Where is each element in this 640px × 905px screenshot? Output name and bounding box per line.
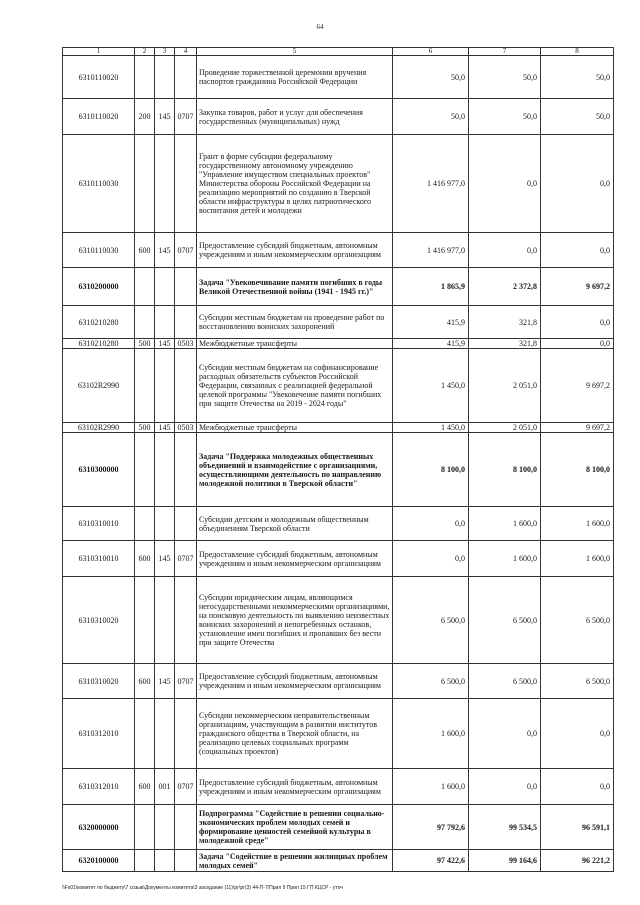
value-2023-cell: 9 697,2 (541, 268, 614, 306)
header-cell: 3 (155, 48, 175, 56)
value-2021-cell: 1 450,0 (393, 349, 469, 423)
code-cell: 6310310010 (63, 507, 135, 541)
type-cell: 600 (135, 233, 155, 268)
code-cell: 6310310020 (63, 577, 135, 664)
header-cell: 1 (63, 48, 135, 56)
value-2021-cell: 415,9 (393, 306, 469, 339)
type-cell (135, 507, 155, 541)
section-cell (175, 433, 197, 507)
value-2022-cell: 6 500,0 (469, 577, 541, 664)
code-cell: 6310210280 (63, 339, 135, 349)
table-row (63, 769, 614, 805)
value-2022-cell: 6 500,0 (469, 664, 541, 699)
section-cell (175, 507, 197, 541)
table-row (63, 99, 614, 135)
code-cell: 6310110030 (63, 233, 135, 268)
value-2022-cell: 2 051,0 (469, 423, 541, 433)
code-cell: 63102R2990 (63, 349, 135, 423)
value-2023-cell: 96 221,2 (541, 850, 614, 872)
description-cell: Закупка товаров, работ и услуг для обеспечения государственных (муниципальных) нужд (197, 99, 393, 135)
section-cell (175, 349, 197, 423)
value-2022-cell: 50,0 (469, 99, 541, 135)
value-2022-cell: 0,0 (469, 135, 541, 233)
code-cell: 6310300000 (63, 433, 135, 507)
description-cell: Межбюджетные трансферты (197, 339, 393, 349)
value-2023-cell: 0,0 (541, 233, 614, 268)
budget-table (62, 47, 614, 872)
header-cell: 5 (197, 48, 393, 56)
code-cell: 6320100000 (63, 850, 135, 872)
value-2023-cell: 9 697,2 (541, 423, 614, 433)
section-cell (175, 135, 197, 233)
value-2021-cell: 1 600,0 (393, 769, 469, 805)
section-cell: 0707 (175, 664, 197, 699)
value-2022-cell: 0,0 (469, 233, 541, 268)
ministry-cell (155, 56, 175, 99)
section-cell: 0707 (175, 233, 197, 268)
value-2022-cell: 2 372,8 (469, 268, 541, 306)
code-cell: 63102R2990 (63, 423, 135, 433)
value-2023-cell: 6 500,0 (541, 664, 614, 699)
file-path-footer: \\Fs01\комитет по бюджету\7 созыв\Документы комитета\3 заседание (11)\рг\рг(3) 44-П-7\Прил 9 Прил 15 ГП КЦСР - уточ (62, 885, 343, 891)
value-2021-cell: 1 600,0 (393, 699, 469, 769)
type-cell: 600 (135, 664, 155, 699)
page-number: 64 (316, 23, 324, 31)
ministry-cell (155, 349, 175, 423)
section-cell (175, 699, 197, 769)
header-cell: 2 (135, 48, 155, 56)
value-2021-cell: 50,0 (393, 99, 469, 135)
code-cell: 6310310020 (63, 664, 135, 699)
table-row (63, 423, 614, 433)
ministry-cell: 145 (155, 233, 175, 268)
value-2021-cell: 97 422,6 (393, 850, 469, 872)
value-2022-cell: 1 600,0 (469, 541, 541, 577)
type-cell (135, 349, 155, 423)
section-cell (175, 850, 197, 872)
ministry-cell: 145 (155, 423, 175, 433)
section-cell: 0707 (175, 541, 197, 577)
value-2023-cell: 0,0 (541, 769, 614, 805)
description-cell: Субсидии юридическим лицам, являющимся негосударственными некоммерческими организациями, на поисковую деятельность по выявлению неизвестных воинских захоронений и непогребенных останков, установление имен погибших и пропавших без вести при защите Отечества (197, 577, 393, 664)
type-cell: 600 (135, 541, 155, 577)
type-cell (135, 850, 155, 872)
section-cell (175, 805, 197, 850)
value-2023-cell: 0,0 (541, 306, 614, 339)
type-cell (135, 577, 155, 664)
value-2021-cell: 1 865,9 (393, 268, 469, 306)
type-cell: 500 (135, 339, 155, 349)
section-cell: 0707 (175, 99, 197, 135)
description-cell: Задача "Содействие в решении жилищных проблем молодых семей" (197, 850, 393, 872)
ministry-cell (155, 135, 175, 233)
ministry-cell: 145 (155, 664, 175, 699)
table-row (63, 699, 614, 769)
value-2023-cell: 1 600,0 (541, 541, 614, 577)
table-row (63, 433, 614, 507)
table-row (63, 233, 614, 268)
value-2021-cell: 415,9 (393, 339, 469, 349)
section-cell: 0503 (175, 423, 197, 433)
value-2022-cell: 8 100,0 (469, 433, 541, 507)
description-cell: Грант в форме субсидии федеральному государственному автономному учреждению "Управление имуществом специальных проектов" Министерства обороны Российской Федерации на реализацию мероприятий по созданию в Тверской области инфраструктуры в целях патриотического воспитания детей и молодежи (197, 135, 393, 233)
value-2021-cell: 1 416 977,0 (393, 135, 469, 233)
description-cell: Задача "Увековечивание памяти погибших в годы Великой Отечественной войны (1941 - 1945 гг.)" (197, 268, 393, 306)
header-cell: 4 (175, 48, 197, 56)
value-2021-cell: 1 416 977,0 (393, 233, 469, 268)
table-row (63, 664, 614, 699)
value-2021-cell: 1 450,0 (393, 423, 469, 433)
type-cell (135, 135, 155, 233)
section-cell (175, 268, 197, 306)
value-2023-cell: 9 697,2 (541, 349, 614, 423)
value-2022-cell: 99 164,6 (469, 850, 541, 872)
value-2022-cell: 0,0 (469, 699, 541, 769)
code-cell: 6310312010 (63, 699, 135, 769)
description-cell: Предоставление субсидий бюджетным, автономным учреждениям и иным некоммерческим организациям (197, 664, 393, 699)
type-cell (135, 56, 155, 99)
table-row (63, 541, 614, 577)
description-cell: Субсидии некоммерческим неправительственным организациям, участвующим в развитии институтов гражданского общества в Тверской области, на реализацию целевых социальных программ (социальных проектов) (197, 699, 393, 769)
table-row (63, 349, 614, 423)
table-row (63, 339, 614, 349)
value-2021-cell: 0,0 (393, 507, 469, 541)
value-2021-cell: 6 500,0 (393, 664, 469, 699)
value-2023-cell: 50,0 (541, 56, 614, 99)
value-2022-cell: 321,8 (469, 339, 541, 349)
type-cell (135, 268, 155, 306)
code-cell: 6310210280 (63, 306, 135, 339)
value-2022-cell: 50,0 (469, 56, 541, 99)
table-row (63, 507, 614, 541)
value-2023-cell: 6 500,0 (541, 577, 614, 664)
value-2021-cell: 6 500,0 (393, 577, 469, 664)
value-2023-cell: 0,0 (541, 699, 614, 769)
value-2021-cell: 97 792,6 (393, 805, 469, 850)
section-cell: 0503 (175, 339, 197, 349)
table-row (63, 306, 614, 339)
value-2023-cell: 96 591,1 (541, 805, 614, 850)
description-cell: Субсидии местным бюджетам на софинансирование расходных обязательств субъектов Российской Федерации, связанных с реализацией федеральной целевой программы "Увековечение памяти погибших при защите Отечества на 2019 - 2024 годы" (197, 349, 393, 423)
type-cell: 200 (135, 99, 155, 135)
code-cell: 6310110020 (63, 56, 135, 99)
ministry-cell (155, 850, 175, 872)
type-cell: 500 (135, 423, 155, 433)
section-cell: 0707 (175, 769, 197, 805)
type-cell (135, 306, 155, 339)
ministry-cell (155, 507, 175, 541)
section-cell (175, 56, 197, 99)
type-cell (135, 805, 155, 850)
table-row (63, 56, 614, 99)
ministry-cell: 145 (155, 339, 175, 349)
header-cell: 7 (469, 48, 541, 56)
ministry-cell: 001 (155, 769, 175, 805)
value-2023-cell: 1 600,0 (541, 507, 614, 541)
description-cell: Субсидии детским и молодежным общественным объединениям Тверской области (197, 507, 393, 541)
description-cell: Субсидии местным бюджетам на проведение работ по восстановлению воинских захоронений (197, 306, 393, 339)
table-row (63, 268, 614, 306)
description-cell: Задача "Поддержка молодежных общественных объединений и взаимодействие с организациями, осуществляющими деятельность по направлению молодежной политики в Тверской области" (197, 433, 393, 507)
ministry-cell: 145 (155, 541, 175, 577)
section-cell (175, 306, 197, 339)
code-cell: 6310310010 (63, 541, 135, 577)
ministry-cell (155, 577, 175, 664)
description-cell: Предоставление субсидий бюджетным, автономным учреждениям и иным некоммерческим организациям (197, 769, 393, 805)
ministry-cell (155, 433, 175, 507)
ministry-cell: 145 (155, 99, 175, 135)
value-2021-cell: 50,0 (393, 56, 469, 99)
value-2022-cell: 321,8 (469, 306, 541, 339)
type-cell: 600 (135, 769, 155, 805)
code-cell: 6320000000 (63, 805, 135, 850)
ministry-cell (155, 268, 175, 306)
ministry-cell (155, 306, 175, 339)
code-cell: 6310200000 (63, 268, 135, 306)
ministry-cell (155, 699, 175, 769)
section-cell (175, 577, 197, 664)
description-cell: Предоставление субсидий бюджетным, автономным учреждениям и иным некоммерческим организациям (197, 233, 393, 268)
ministry-cell (155, 805, 175, 850)
table-row (63, 577, 614, 664)
value-2023-cell: 0,0 (541, 339, 614, 349)
header-row (63, 48, 614, 56)
table-row (63, 805, 614, 850)
type-cell (135, 433, 155, 507)
description-cell: Подпрограмма "Содействие в решении социально-экономических проблем молодых семей и формирование ценностей семейной культуры в молодежной среде" (197, 805, 393, 850)
header-cell: 6 (393, 48, 469, 56)
value-2023-cell: 8 100,0 (541, 433, 614, 507)
value-2023-cell: 50,0 (541, 99, 614, 135)
header-cell: 8 (541, 48, 614, 56)
table-row (63, 135, 614, 233)
value-2022-cell: 1 600,0 (469, 507, 541, 541)
description-cell: Предоставление субсидий бюджетным, автономным учреждениям и иным некоммерческим организациям (197, 541, 393, 577)
code-cell: 6310110020 (63, 99, 135, 135)
code-cell: 6310312010 (63, 769, 135, 805)
value-2021-cell: 0,0 (393, 541, 469, 577)
table-row (63, 850, 614, 872)
code-cell: 6310110030 (63, 135, 135, 233)
value-2022-cell: 99 534,5 (469, 805, 541, 850)
description-cell: Проведение торжественной церемонии вручения паспортов гражданина Российской Федерации (197, 56, 393, 99)
description-cell: Межбюджетные трансферты (197, 423, 393, 433)
type-cell (135, 699, 155, 769)
value-2022-cell: 2 051,0 (469, 349, 541, 423)
value-2022-cell: 0,0 (469, 769, 541, 805)
value-2023-cell: 0,0 (541, 135, 614, 233)
value-2021-cell: 8 100,0 (393, 433, 469, 507)
